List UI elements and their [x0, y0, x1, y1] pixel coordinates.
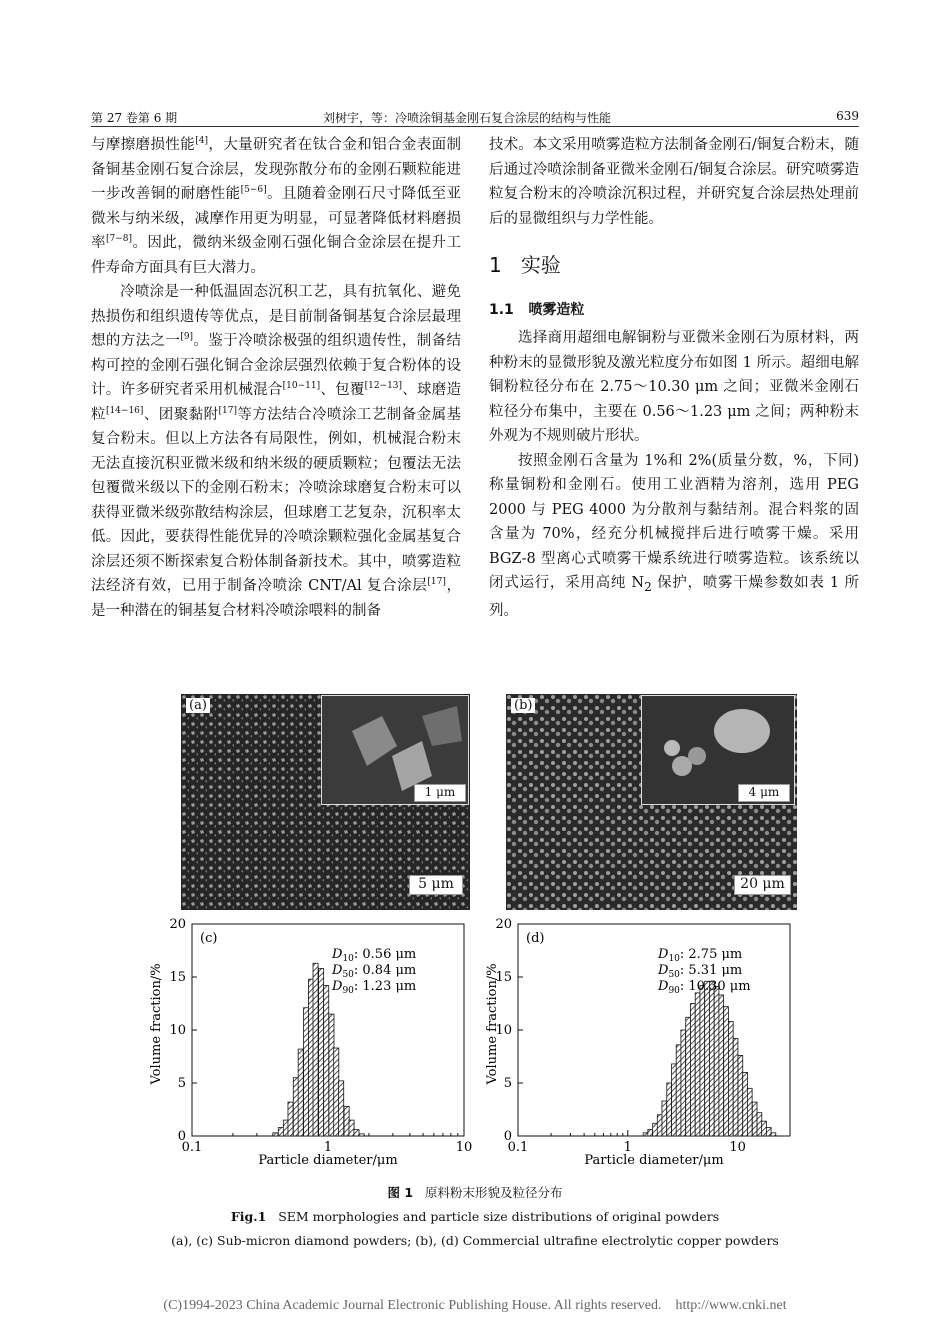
histogram-bar — [667, 1083, 672, 1136]
histogram-bar — [662, 1101, 667, 1136]
statistic-annotation: $D_{50}$: 5.31 μm — [658, 963, 743, 980]
histogram-bar — [672, 1064, 677, 1136]
paragraph: 与摩擦磨损性能[4]，大量研究者在钛合金和铝合金表面制备铜基金刚石复合涂层，发现弥散分布的金刚石颗粒能进一步改善铜的耐磨性能[5−6]。且随着金刚石尺寸降低至亚微米与纳米级，减摩作用更为明显，可显著降低材料磨损率[7−8]。因此，微纳米级金刚石强化铜合金涂层在提升工件寿命方面具有巨大潜力。 — [91, 136, 462, 276]
sem-inset-a — [321, 695, 469, 805]
histogram-bar — [719, 995, 724, 1136]
statistic-annotation: $D_{50}$: 0.84 μm — [332, 963, 417, 980]
running-header — [91, 109, 859, 127]
panel-label: (a) — [186, 698, 210, 713]
figure-caption-sub: (a), (c) Sub-micron diamond powders; (b), (d) Commercial ultrafine electrolytic copper powders — [171, 1233, 779, 1248]
histogram-bar — [686, 1017, 691, 1136]
histogram-bar — [648, 1130, 653, 1136]
x-axis-label: Particle diameter/μm — [584, 1153, 724, 1168]
y-tick-label: 0 — [503, 1129, 512, 1144]
x-tick-label: 10 — [455, 1140, 473, 1155]
subsection-heading: 1.1 喷雾造粒 — [489, 301, 585, 318]
histogram-bar — [339, 1081, 344, 1136]
section-heading: 1 实验 — [489, 253, 561, 277]
panel-label: (c) — [200, 931, 218, 946]
histogram-bar — [724, 1007, 729, 1136]
histogram-bar — [643, 1133, 648, 1136]
histogram-bar — [354, 1130, 359, 1136]
histogram-bar — [293, 1078, 298, 1136]
x-tick-label: 10 — [729, 1140, 746, 1155]
header-rule — [91, 126, 859, 127]
sem-inset-b — [641, 695, 795, 805]
histogram-bar — [288, 1102, 293, 1136]
histogram-bar — [752, 1102, 757, 1136]
sem-image-a — [181, 694, 470, 910]
y-tick-label: 5 — [177, 1076, 186, 1091]
article-running-title: 刘树宇，等：冷喷涂铜基金刚石复合涂层的结构与性能 — [323, 111, 612, 125]
paragraph: 技术。本文采用喷雾造粒方法制备金刚石/铜复合粉末，随后通过冷喷涂制备亚微米金刚石/铜复合涂层。研究喷雾造粒复合粉末的冷喷涂沉积过程，并研究复合涂层热处理前后的显微组织与力学性能。 — [489, 137, 859, 227]
statistic-annotation: $D_{90}$: 1.23 μm — [332, 979, 417, 996]
x-tick-label: 1 — [623, 1140, 632, 1155]
y-tick-label: 10 — [169, 1023, 186, 1038]
scale-bar: 1 μm — [414, 784, 466, 802]
y-tick-label: 15 — [169, 970, 186, 985]
statistic-annotation: $D_{90}$: 10.30 μm — [658, 979, 751, 996]
y-axis-label: Volume fraction/% — [485, 963, 500, 1085]
histogram-bar — [278, 1128, 283, 1136]
histogram-bar — [653, 1123, 658, 1136]
right-column — [489, 133, 859, 624]
panel-label: (d) — [526, 931, 545, 946]
histogram-bar — [747, 1088, 752, 1136]
scale-bar: 4 μm — [738, 784, 790, 802]
histogram-bar — [324, 985, 329, 1136]
histogram-bar — [349, 1120, 354, 1136]
histogram-bar — [359, 1134, 364, 1136]
histogram-bar — [733, 1038, 738, 1136]
paragraph: 选择商用超细电解铜粉与亚微米金刚石为原材料，两种粉末的显微形貌及激光粒度分布如图 1 所示。超细电解铜粉粒径分布在 2.75～10.30 μm 之间；亚微米金刚石粒径分布集中，主要在 0.56～1.23 μm 之间；两种粉末外观为不规则破片形状。 — [489, 330, 859, 444]
x-tick-label: 0.1 — [181, 1140, 203, 1155]
histogram-bar — [709, 981, 714, 1136]
page-number: 639 — [836, 109, 859, 123]
x-tick-label: 0.1 — [507, 1140, 529, 1155]
figure-caption-en: Fig.1 SEM morphologies and particle size distributions of original powders — [230, 1209, 720, 1224]
y-tick-label: 20 — [495, 917, 512, 932]
paragraph: 冷喷涂是一种低温固态沉积工艺，具有抗氧化、避免热损伤和组织遗传等优点，是目前制备铜基复合涂层最理想的方法之一[9]。鉴于冷喷涂极强的组织遗传性，制备结构可控的金刚石强化铜合金涂层强烈依赖于复合粉体的设计。许多研究者采用机械混合[10−11]、包覆[12−13]、球磨造粒[14−16]、团聚黏附[17]等方法结合冷喷涂工艺制备金属基复合粉末。但以上方法各有局限性，例如，机械混合粉末无法直接沉积亚微米级和纳米级的硬质颗粒；包覆法无法包覆微米级以下的金刚石粉末；冷喷涂球磨复合粉末可以获得亚微米级弥散结构涂层，但球磨工艺复杂，沉积率太低。因此，要获得性能优异的冷喷涂颗粒强化金属基复合涂层还须不断探索复合粉体制备新技术。其中，喷雾造粒法经济有效，已用于制备冷喷涂 CNT/Al 复合涂层[17]，是一种潜在的铜基复合材料冷喷涂喂料的制备 — [91, 284, 462, 619]
histogram-bar — [766, 1128, 771, 1136]
histogram-bar — [743, 1072, 748, 1136]
histogram-bar — [728, 1022, 733, 1136]
panel-label: (b) — [511, 698, 535, 713]
histogram-bar — [690, 1004, 695, 1137]
sem-image-b — [506, 694, 797, 910]
x-tick-label: 1 — [323, 1140, 333, 1155]
histogram-bar — [681, 1030, 686, 1136]
histogram-bar — [705, 981, 710, 1136]
statistic-annotation: $D_{10}$: 0.56 μm — [332, 947, 417, 964]
histogram-bar — [319, 969, 324, 1136]
histogram-bar — [738, 1055, 743, 1136]
copyright-footer: (C)1994-2023 China Academic Journal Electronic Publishing House. All rights reserved. http://www.cnki.net — [163, 1298, 787, 1313]
histogram-bar — [771, 1133, 776, 1136]
y-tick-label: 20 — [169, 917, 186, 932]
histogram-bar — [757, 1113, 762, 1136]
histogram-bar — [714, 987, 719, 1136]
histogram-bar — [329, 1014, 334, 1136]
left-column — [91, 133, 461, 623]
histogram-bar — [762, 1121, 767, 1136]
particle-size-chart-d — [466, 912, 806, 1172]
paragraph: 按照金刚石含量为 1%和 2%(质量分数，%，下同)称量铜粉和金刚石。使用工业酒精为溶剂，选用 PEG 2000 与 PEG 4000 为分散剂与黏结剂。混合料浆的固含量为 70%，经充分机械搅拌后进行喷雾干燥。采用 BGZ-8 型离心式喷雾干燥系统进行喷雾造粒。该系统以闭式运行，采用高纯 $N_2$ 保护，喷雾干燥参数如表 1 所列。 — [489, 452, 859, 620]
particle-size-chart-c — [140, 912, 480, 1172]
figure-caption-cn: 图 1 原料粉末形貌及粒径分布 — [387, 1185, 563, 1200]
histogram-bar — [273, 1133, 278, 1136]
y-tick-label: 10 — [495, 1023, 512, 1038]
scale-bar: 5 μm — [409, 875, 463, 895]
histogram-bar — [313, 963, 318, 1136]
histogram-bar — [700, 985, 705, 1136]
y-tick-label: 15 — [495, 970, 512, 985]
y-tick-label: 0 — [177, 1129, 186, 1144]
histogram-bar — [304, 1008, 309, 1136]
y-axis-label: Volume fraction/% — [149, 963, 164, 1085]
x-axis-label: Particle diameter/μm — [258, 1153, 398, 1168]
journal-issue: 第 27 卷第 6 期 — [91, 111, 178, 125]
histogram-bar — [676, 1045, 681, 1136]
histogram-bar — [344, 1106, 349, 1136]
histogram-bar — [695, 993, 700, 1136]
histogram-bar — [298, 1049, 303, 1136]
histogram-bar — [334, 1048, 339, 1136]
histogram-bar — [657, 1115, 662, 1136]
statistic-annotation: $D_{10}$: 2.75 μm — [658, 947, 743, 964]
y-tick-label: 5 — [503, 1076, 512, 1091]
scale-bar: 20 μm — [734, 875, 791, 895]
